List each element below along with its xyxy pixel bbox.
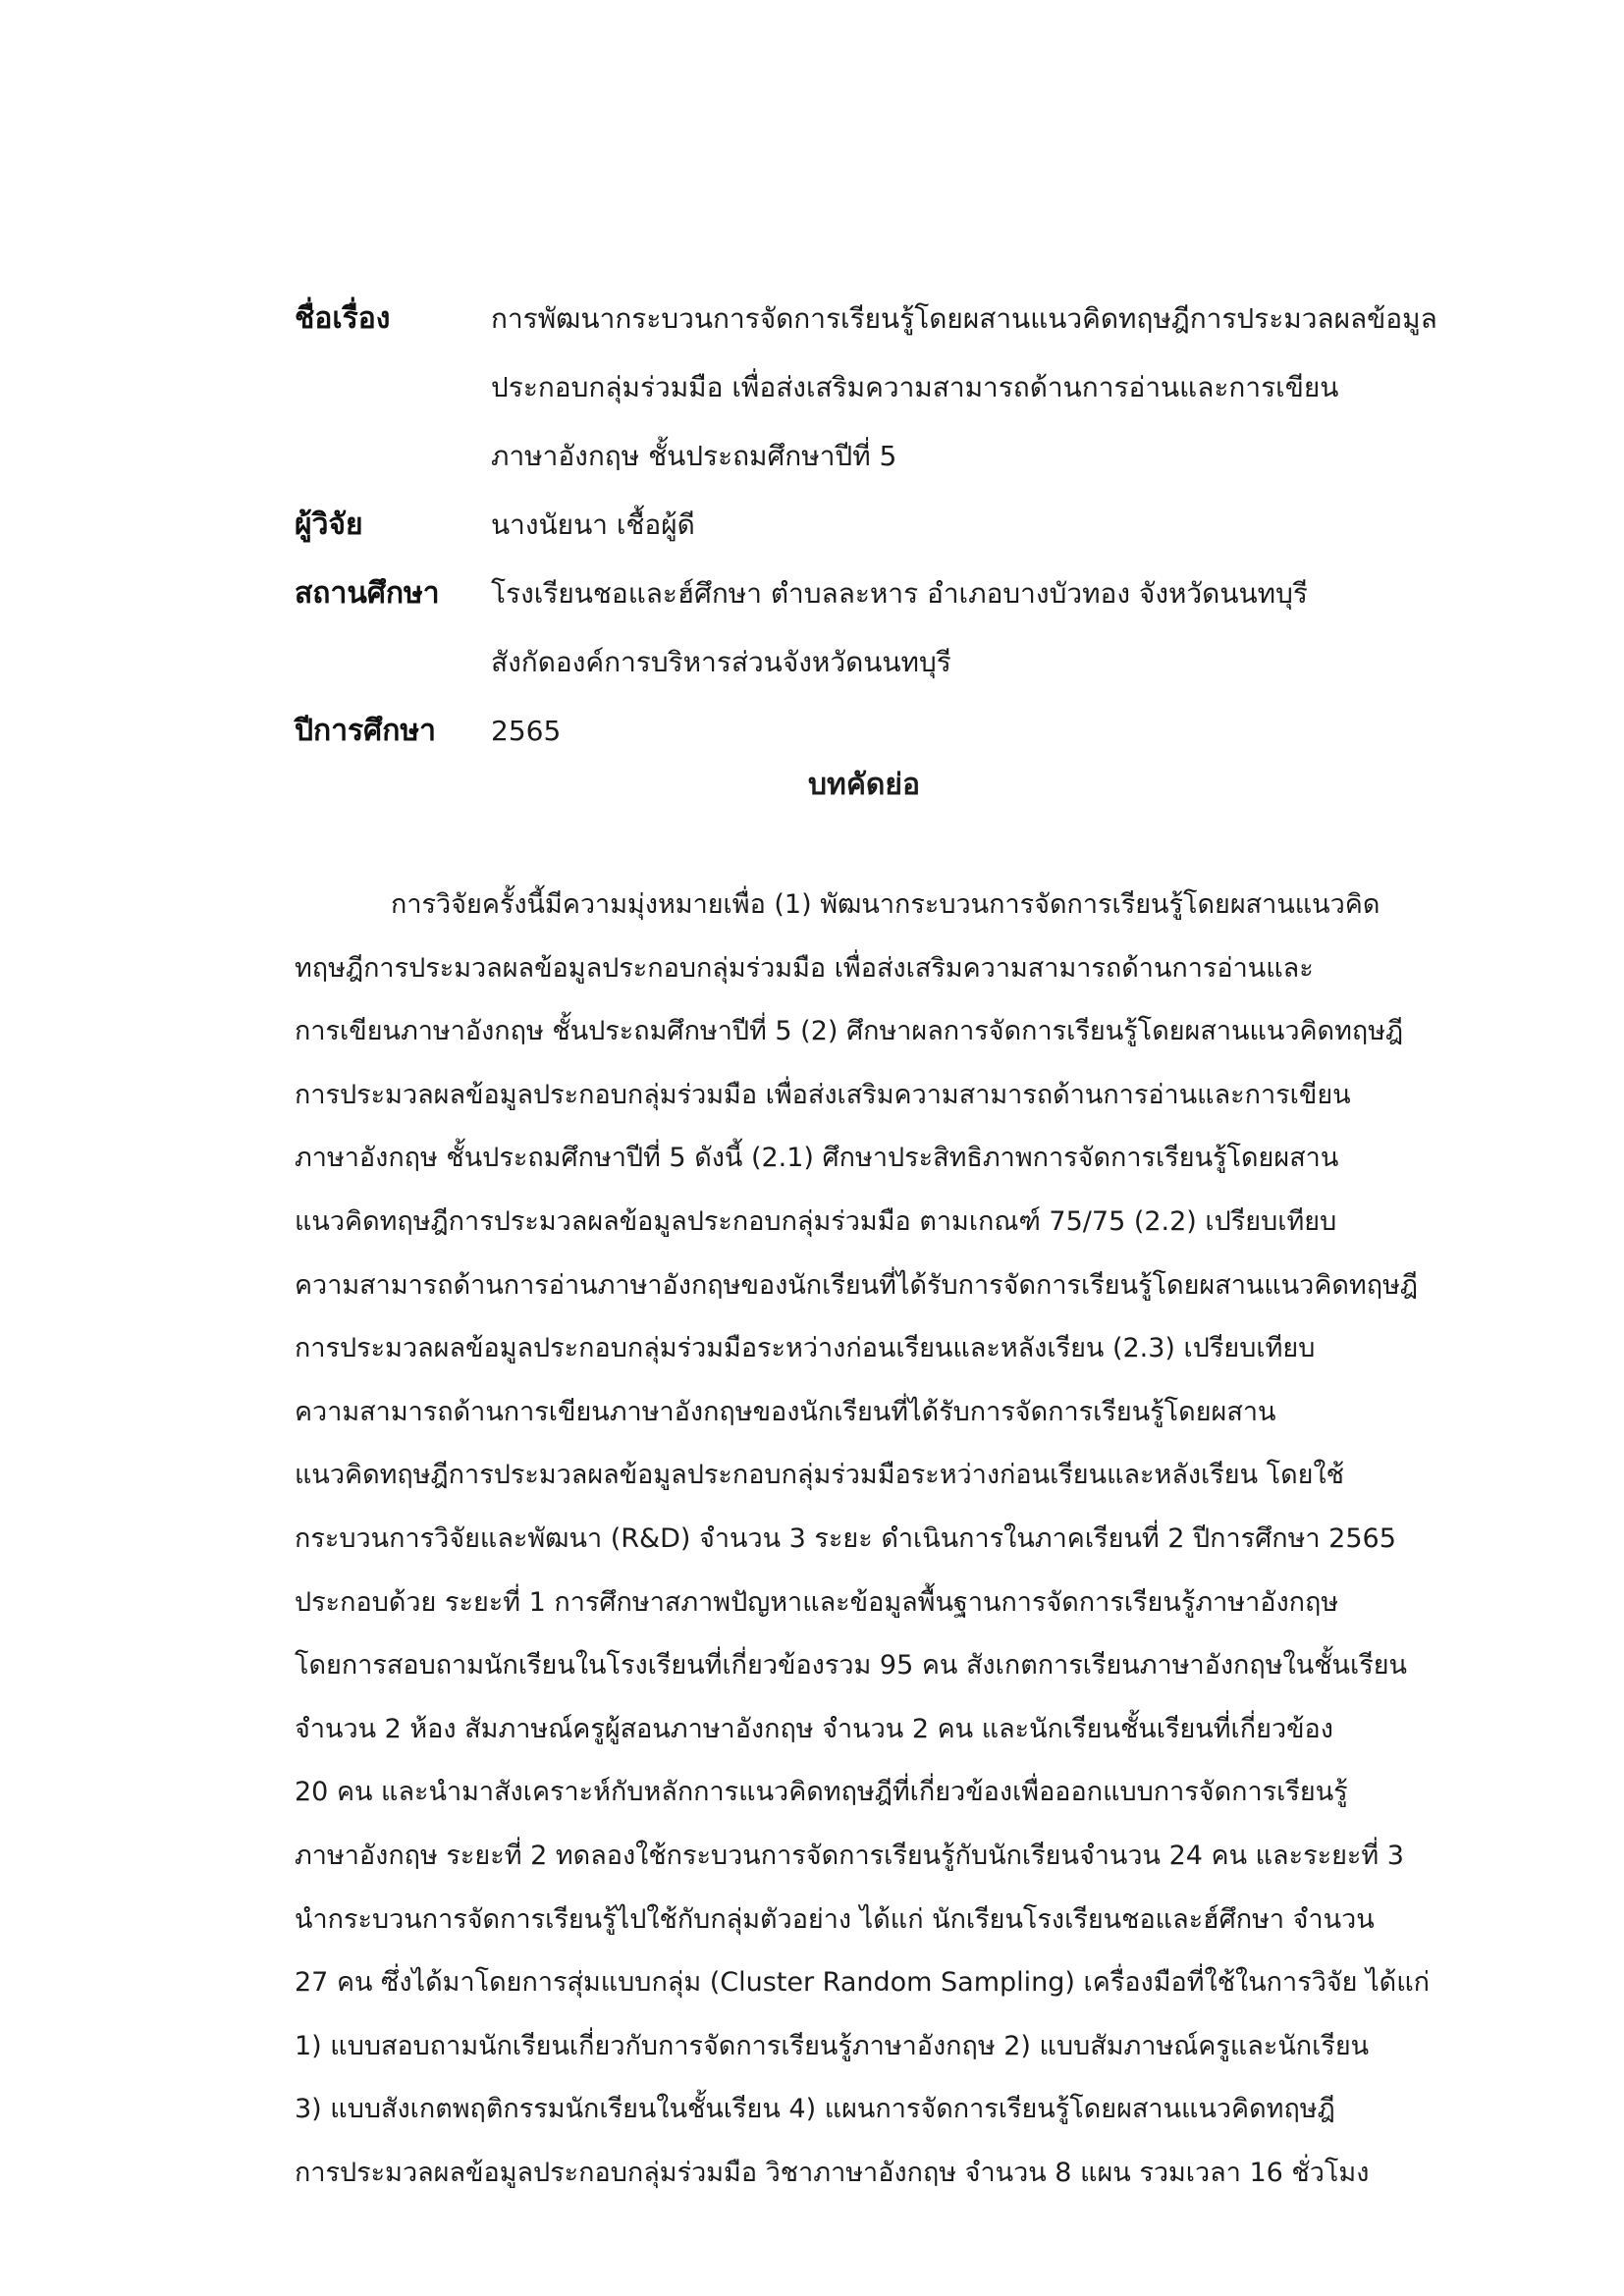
- title-line: การพัฒนากระบวนการจัดการเรียนรู้โดยผสานแนวคิดทฤษฎีการประมวลผลข้อมูล: [491, 302, 1437, 335]
- title-value: [491, 285, 1437, 491]
- abstract-line: การเขียนภาษาอังกฤษ ชั้นประถมศึกษาปีที่ 5 (2) ศึกษาผลการจัดการเรียนรู้โดยผสานแนวคิดทฤษฎี: [295, 1016, 1404, 1047]
- title-line: ภาษาอังกฤษ ชั้นประถมศึกษาปีที่ 5: [491, 440, 897, 472]
- institution-row: [295, 560, 1434, 697]
- abstract-line: 20 คน และนำมาสังเคราะห์กับหลักการแนวคิดทฤษฎีที่เกี่ยวข้องเพื่อออกแบบการจัดการเรียนรู้: [295, 1777, 1348, 1808]
- academic-year: 2565: [491, 715, 562, 747]
- researcher-label: ผู้วิจัย: [295, 507, 363, 542]
- abstract-line: โดยการสอบถามนักเรียนในโรงเรียนที่เกี่ยวข้องรวม 95 คน สังเกตการเรียนภาษาอังกฤษในชั้นเรียน: [295, 1650, 1407, 1682]
- year-value: [491, 697, 1434, 766]
- abstract-line: 1) แบบสอบถามนักเรียนเกี่ยวกับการจัดการเรียนรู้ภาษาอังกฤษ 2) แบบสัมภาษณ์ครูและนักเรียน: [295, 2030, 1370, 2061]
- researcher-row: [295, 491, 1434, 560]
- abstract-line: ประกอบด้วย ระยะที่ 1 การศึกษาสภาพปัญหาและข้อมูลพื้นฐานการจัดการเรียนรู้ภาษาอังกฤษ: [295, 1586, 1339, 1618]
- document-metadata: [295, 285, 1437, 766]
- abstract-line: แนวคิดทฤษฎีการประมวลผลข้อมูลประกอบกลุ่มร่วมมือ ตามเกณฑ์ 75/75 (2.2) เปรียบเทียบ: [295, 1205, 1337, 1237]
- abstract-line: นำกระบวนการจัดการเรียนรู้ไปใช้กับกลุ่มตัวอย่าง ได้แก่ นักเรียนโรงเรียนชอและฮ์ศึกษา จำนวน: [295, 1903, 1375, 1935]
- title-row: [295, 285, 1437, 491]
- researcher-name: นางนัยนา เชื้อผู้ดี: [491, 508, 695, 541]
- abstract-line: จำนวน 2 ห้อง สัมภาษณ์ครูผู้สอนภาษาอังกฤษ จำนวน 2 คน และนักเรียนชั้นเรียนที่เกี่ยวข้อง: [295, 1713, 1333, 1744]
- year-row: [295, 697, 1434, 766]
- abstract-heading: บทคัดย่อ: [808, 768, 920, 802]
- abstract-body: [295, 874, 1434, 2205]
- abstract-line: การประมวลผลข้อมูลประกอบกลุ่มร่วมมือ วิชาภาษาอังกฤษ จำนวน 8 แผน รวมเวลา 16 ชั่วโมง: [295, 2157, 1370, 2188]
- abstract-line: ความสามารถด้านการอ่านภาษาอังกฤษของนักเรียนที่ได้รับการจัดการเรียนรู้โดยผสานแนวคิดทฤษฎี: [295, 1269, 1419, 1301]
- researcher-value: [491, 491, 1434, 560]
- institution-line: โรงเรียนชอและฮ์ศึกษา ตำบลละหาร อำเภอบางบัวทอง จังหวัดนนทบุรี: [491, 577, 1308, 610]
- abstract-line: การประมวลผลข้อมูลประกอบกลุ่มร่วมมือ เพื่อส่งเสริมความสามารถด้านการอ่านและการเขียน: [295, 1079, 1351, 1110]
- abstract-line: 27 คน ซึ่งได้มาโดยการสุ่มแบบกลุ่ม (Cluster Random Sampling) เครื่องมือที่ใช้ในการวิจัย ได้แก่: [295, 1967, 1430, 1999]
- abstract-line: กระบวนการวิจัยและพัฒนา (R&D) จำนวน 3 ระยะ ดำเนินการในภาคเรียนที่ 2 ปีการศึกษา 2565: [295, 1522, 1396, 1554]
- abstract-line: การวิจัยครั้งนี้มีความมุ่งหมายเพื่อ (1) พัฒนากระบวนการจัดการเรียนรู้โดยผสานแนวคิด: [391, 889, 1380, 920]
- abstract-line: การประมวลผลข้อมูลประกอบกลุ่มร่วมมือระหว่างก่อนเรียนและหลังเรียน (2.3) เปรียบเทียบ: [295, 1333, 1316, 1364]
- abstract-line: ภาษาอังกฤษ ระยะที่ 2 ทดลองใช้กระบวนการจัดการเรียนรู้กับนักเรียนจำนวน 24 คน และระยะที่ 3: [295, 1840, 1404, 1871]
- institution-label: สถานศึกษา: [295, 576, 440, 611]
- title-line: ประกอบกลุ่มร่วมมือ เพื่อส่งเสริมความสามารถด้านการอ่านและการเขียน: [491, 371, 1339, 403]
- abstract-line: ทฤษฎีการประมวลผลข้อมูลประกอบกลุ่มร่วมมือ เพื่อส่งเสริมความสามารถด้านการอ่านและ: [295, 952, 1314, 984]
- year-label: ปีการศึกษา: [295, 714, 436, 748]
- institution-line: สังกัดองค์การบริหารส่วนจังหวัดนนทบุรี: [491, 646, 951, 678]
- abstract-line: ภาษาอังกฤษ ชั้นประถมศึกษาปีที่ 5 ดังนี้ (2.1) ศึกษาประสิทธิภาพการจัดการเรียนรู้โดยผสาน: [295, 1143, 1339, 1174]
- abstract-line: ความสามารถด้านการเขียนภาษาอังกฤษของนักเรียนที่ได้รับการจัดการเรียนรู้โดยผสาน: [295, 1396, 1276, 1427]
- institution-value: [491, 560, 1434, 697]
- abstract-line: 3) แบบสังเกตพฤติกรรมนักเรียนในชั้นเรียน 4) แผนการจัดการเรียนรู้โดยผสานแนวคิดทฤษฎี: [295, 2094, 1335, 2125]
- title-label: ชื่อเรื่อง: [295, 301, 391, 336]
- abstract-line: แนวคิดทฤษฎีการประมวลผลข้อมูลประกอบกลุ่มร่วมมือระหว่างก่อนเรียนและหลังเรียน โดยใช้: [295, 1460, 1345, 1491]
